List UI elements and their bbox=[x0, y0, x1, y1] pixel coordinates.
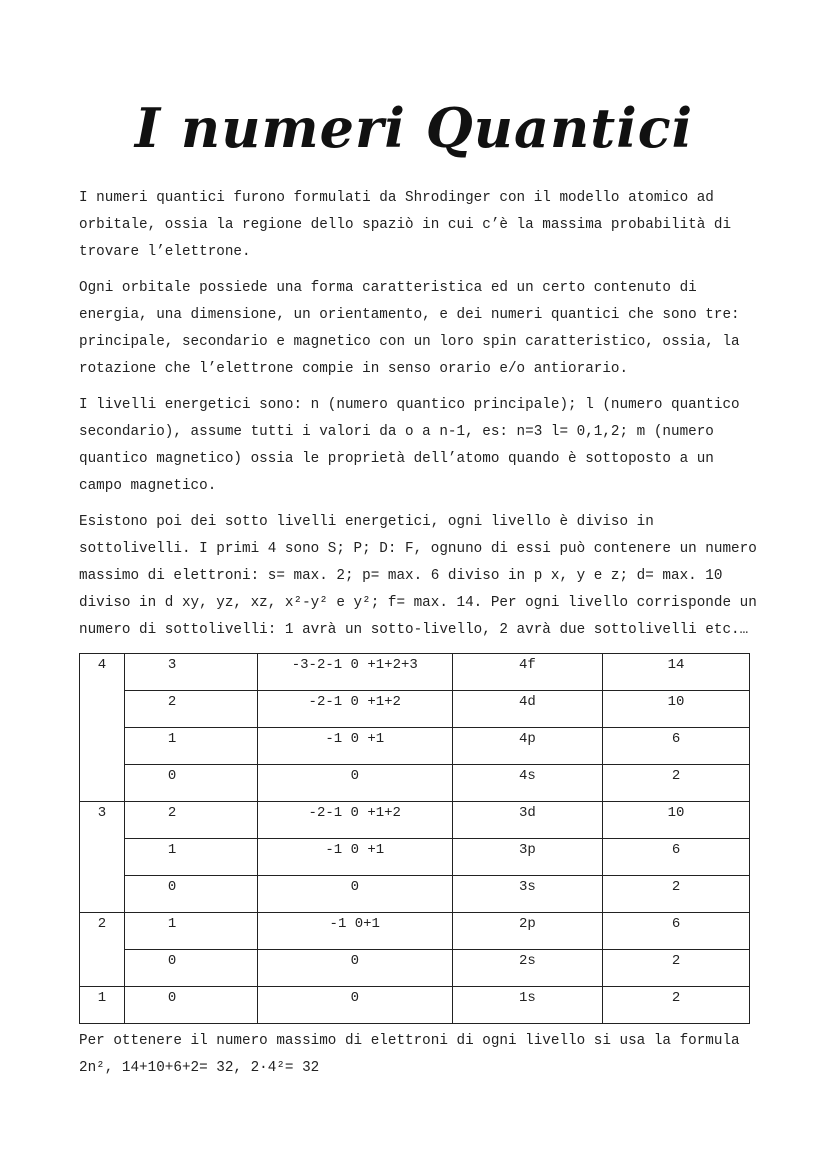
cell-l: 2 bbox=[124, 691, 257, 728]
formula-line-2: 2n², 14+10+6+2= 32, 2·4²= 32 bbox=[79, 1060, 320, 1076]
formula-line-1: Per ottenere il numero massimo di elettroni di ogni livello si usa la formula bbox=[79, 1033, 740, 1049]
cell-sublevel: 4d bbox=[452, 691, 603, 728]
cell-level-n: 1 bbox=[80, 987, 125, 1024]
cell-max-electrons: 6 bbox=[603, 913, 750, 950]
table-row bbox=[80, 728, 750, 765]
cell-m: 0 bbox=[257, 987, 452, 1024]
table-row bbox=[80, 691, 750, 728]
cell-l: 3 bbox=[124, 654, 257, 691]
cell-max-electrons: 6 bbox=[603, 839, 750, 876]
cell-max-electrons: 14 bbox=[603, 654, 750, 691]
table-row bbox=[80, 876, 750, 913]
cell-max-electrons: 6 bbox=[603, 728, 750, 765]
table-row bbox=[80, 654, 750, 691]
table-row bbox=[80, 802, 750, 839]
cell-sublevel: 3s bbox=[452, 876, 603, 913]
cell-sublevel: 3d bbox=[452, 802, 603, 839]
cell-l: 0 bbox=[124, 950, 257, 987]
paragraph-forma: Ogni orbitale possiede una forma caratteristica ed un certo contenuto di energia, una dimensione, un orientamento, e dei numeri quantici che sono tre: principale, secondario e magnetico con un loro spin caratteristico, ossia, la rotazione che l’elettrone compie in senso orario e/o antiorario. bbox=[79, 280, 740, 377]
cell-l: 1 bbox=[124, 839, 257, 876]
cell-max-electrons: 2 bbox=[603, 876, 750, 913]
cell-sublevel: 4p bbox=[452, 728, 603, 765]
table-row bbox=[80, 913, 750, 950]
cell-m: 0 bbox=[257, 765, 452, 802]
cell-m: -2-1 0 +1+2 bbox=[257, 691, 452, 728]
cell-sublevel: 4f bbox=[452, 654, 603, 691]
cell-l: 0 bbox=[124, 876, 257, 913]
cell-sublevel: 4s bbox=[452, 765, 603, 802]
cell-m: -1 0 +1 bbox=[257, 728, 452, 765]
cell-m: -3-2-1 0 +1+2+3 bbox=[257, 654, 452, 691]
table-row bbox=[80, 765, 750, 802]
cell-m: -1 0+1 bbox=[257, 913, 452, 950]
cell-l: 0 bbox=[124, 987, 257, 1024]
cell-sublevel: 2p bbox=[452, 913, 603, 950]
cell-l: 0 bbox=[124, 765, 257, 802]
cell-l: 1 bbox=[124, 913, 257, 950]
cell-m: 0 bbox=[257, 876, 452, 913]
page-title: I numeri Quantici bbox=[134, 96, 694, 160]
paragraph-livelli: I livelli energetici sono: n (numero quantico principale); l (numero quantico secondario), assume tutti i valori da o a n-1, es: n=3 l= 0,1,2; m (numero quantico magnetico) ossia le proprietà dell’atomo quando è sottoposto a un campo magnetico. bbox=[79, 397, 740, 494]
cell-sublevel: 2s bbox=[452, 950, 603, 987]
cell-max-electrons: 10 bbox=[603, 691, 750, 728]
table-row bbox=[80, 950, 750, 987]
cell-l: 1 bbox=[124, 728, 257, 765]
quantum-numbers-table bbox=[79, 653, 750, 1024]
cell-m: -1 0 +1 bbox=[257, 839, 452, 876]
cell-sublevel: 3p bbox=[452, 839, 603, 876]
cell-l: 2 bbox=[124, 802, 257, 839]
table-row bbox=[80, 839, 750, 876]
cell-level-n: 2 bbox=[80, 913, 125, 987]
cell-m: 0 bbox=[257, 950, 452, 987]
cell-max-electrons: 10 bbox=[603, 802, 750, 839]
table-row bbox=[80, 987, 750, 1024]
paragraph-sottolivelli: Esistono poi dei sotto livelli energetici, ogni livello è diviso in sottolivelli. I primi 4 sono S; P; D: F, ognuno di essi può contenere un numero massimo di elettroni: s= max. 2; p= max. 6 diviso in p x, y e z; d= max. 10 diviso in d xy, yz, xz, x²-y² e y²; f= max. 14. Per ogni livello corrisponde un numero di sottolivelli: 1 avrà un sotto-livello, 2 avrà due sottolivelli etc.… bbox=[79, 514, 757, 638]
cell-max-electrons: 2 bbox=[603, 987, 750, 1024]
document-body bbox=[79, 185, 759, 1082]
formula-note bbox=[79, 1028, 759, 1082]
cell-level-n: 4 bbox=[80, 654, 125, 802]
cell-sublevel: 1s bbox=[452, 987, 603, 1024]
cell-max-electrons: 2 bbox=[603, 765, 750, 802]
cell-level-n: 3 bbox=[80, 802, 125, 913]
paragraph-orbitale: I numeri quantici furono formulati da Shrodinger con il modello atomico ad orbitale, ossia la regione dello spaziò in cui c’è la massima probabilità di trovare l’elettrone. bbox=[79, 190, 732, 260]
cell-max-electrons: 2 bbox=[603, 950, 750, 987]
cell-m: -2-1 0 +1+2 bbox=[257, 802, 452, 839]
